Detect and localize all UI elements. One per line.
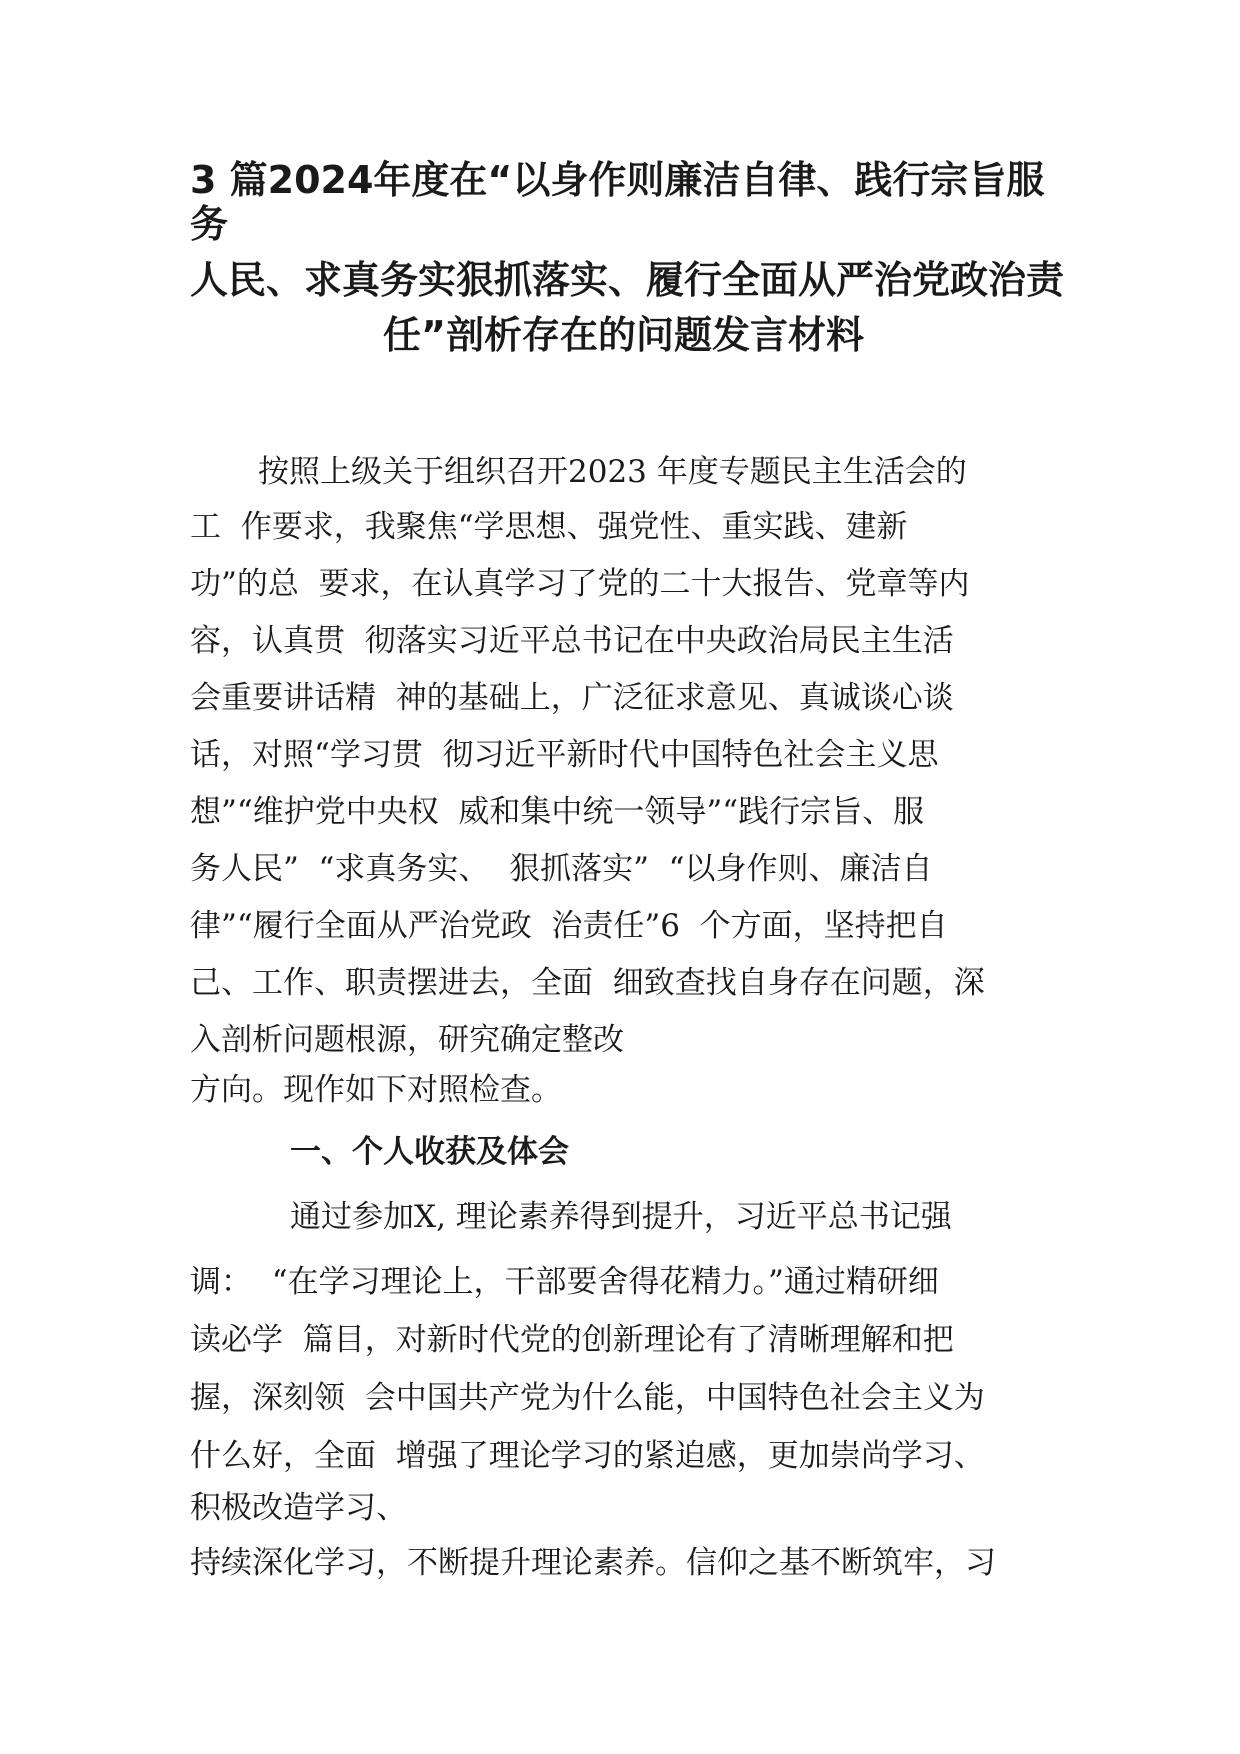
intro-line: 工 作要求，我聚焦“学思想、强党性、重实践、建新	[190, 509, 908, 545]
intro-line: 想”“维护党中央权 威和集中统一领导”“践行宗旨、服	[190, 794, 925, 830]
intro-line: 容，认真贯 彻落实习近平总书记在中央政治局民主生活	[190, 623, 954, 659]
intro-line: 方向。现作如下对照检查。	[190, 1072, 562, 1108]
intro-line: 会重要讲话精 神的基础上，广泛征求意见、真诚谈心谈	[190, 680, 954, 716]
section-line: 什么好，全面 增强了理论学习的紧迫感，更加崇尚学习、	[190, 1438, 985, 1474]
section-line: 握，深刻领 会中国共产党为什么能，中国特色社会主义为	[190, 1380, 985, 1416]
intro-line: 律”“履行全面从严治党政 治责任”6 个方面，坚持把自	[190, 908, 948, 944]
section-line: 调： “在学习理论上，干部要舍得花精力。”通过精研细	[190, 1264, 939, 1300]
intro-line: 己、工作、职责摆进去，全面 细致查找自身存在问题，深	[190, 965, 985, 1001]
intro-line: 话，对照“学习贯 彻习近平新时代中国特色社会主义思	[190, 737, 939, 773]
section-line: 持续深化学习，不断提升理论素养。信仰之基不断筑牢，习	[190, 1545, 996, 1581]
intro-line: 按照上级关于组织召开2023 年度专题民主生活会的	[258, 454, 967, 490]
intro-line: 务人民” “求真务实、 狠抓落实” “以身作则、廉洁自	[190, 851, 933, 887]
section-heading: 一、个人收获及体会	[290, 1134, 569, 1170]
intro-line: 功”的总 要求，在认真学习了党的二十大报告、党章等内	[190, 566, 970, 602]
section-line: 通过参加X, 理论素养得到提升，习近平总书记强	[290, 1199, 952, 1235]
title-line-2: 务	[190, 202, 229, 246]
section-line: 积极改造学习、	[190, 1490, 407, 1526]
title-line-4: 任”剖析存在的问题发言材料	[383, 313, 864, 357]
intro-line: 入剖析问题根源，研究确定整改	[190, 1022, 624, 1058]
title-line-1: 3 篇2024年度在“以身作则廉洁自律、践行宗旨服	[190, 158, 1045, 202]
title-line-3: 人民、求真务实狠抓落实、履行全面从严治党政治责	[190, 258, 1065, 302]
section-line: 读必学 篇目，对新时代党的创新理论有了清晰理解和把	[190, 1322, 954, 1358]
